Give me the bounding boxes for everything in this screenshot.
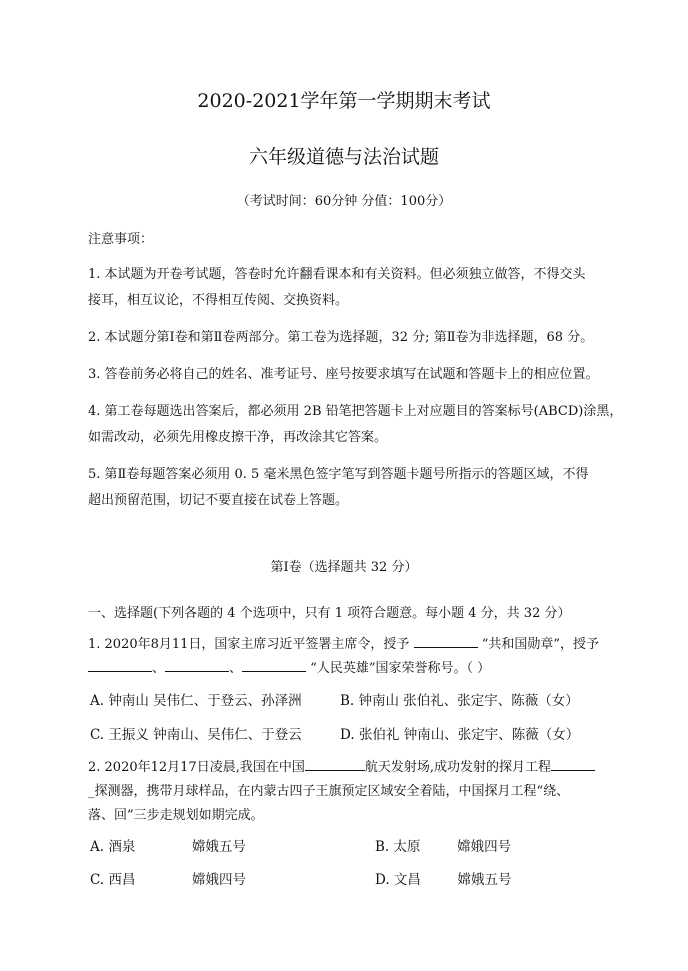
q2-option-a-label: A. 酒泉 [90, 839, 136, 855]
note-1-line-1: 1. 本试题为开卷考试题，答卷时允许翻看课本和有关资料。但必须独立做答，不得交头 [88, 267, 586, 282]
q2-option-d-text: 嫦娥五号 [457, 872, 512, 888]
q1-option-b-text: 钟南山 张伯礼、张定宇、陈薇（女） [358, 693, 579, 709]
q1-text-a: 1. 2020年8月11日，国家主席习近平签署主席令，授予 [88, 637, 410, 652]
section-1-heading: 第Ⅰ卷（选择题共 32 分） [270, 560, 418, 575]
q1-option-b [340, 689, 579, 709]
note-1-line-2: 接耳，相互议论，不得相互传阅、交换资料。 [88, 293, 349, 308]
notes-heading: 注意事项： [88, 232, 154, 247]
q1-blank-1 [414, 635, 478, 648]
q1-option-d-label: D. [340, 727, 355, 743]
q1-blank-2 [88, 659, 152, 672]
q2-text-a: 2. 2020年12月17日凌晨,我国在中国 [88, 760, 305, 775]
q1-option-a [90, 689, 302, 709]
note-2: 2. 本试题分第Ⅰ卷和第Ⅱ卷两部分。第工卷为选择题，32 分; 第Ⅱ卷为非选择题，68 分。 [88, 330, 594, 345]
q1-blank-3 [165, 659, 229, 672]
q2-option-d-label: D. 文昌 [375, 872, 421, 888]
q1-line-1 [88, 633, 599, 652]
exam-subtitle: 六年级道德与法治试题 [248, 146, 439, 168]
q1-option-a-text: 钟南山 吴伟仁、于登云、孙泽洲 [108, 693, 302, 709]
q2-option-b [375, 835, 511, 855]
q2-line-1 [88, 756, 595, 775]
exam-info: （考试时间：60分钟 分值：100分） [236, 194, 452, 209]
q1-option-c-text: 王振义 钟南山、吴伟仁、于登云 [108, 727, 302, 743]
q2-option-a [90, 835, 246, 855]
q2-option-b-text: 嫦娥四号 [457, 839, 512, 855]
q1-option-d [340, 723, 579, 743]
q1-option-c [90, 723, 302, 743]
q1-text-b: “共和国勋章”，授予 [481, 637, 600, 652]
q1-option-d-text: 张伯礼 钟南山、张定宇、陈薇（女） [358, 727, 580, 743]
q2-option-d [375, 868, 512, 888]
q1-sep-2: 、 [229, 661, 243, 676]
q1-option-c-label: C. [90, 727, 105, 743]
q2-line-3: 落、回”三步走规划如期完成。 [88, 808, 264, 823]
q1-blank-4 [242, 659, 306, 672]
note-4-line-2: 如需改动，必须先用橡皮擦干净，再改涂其它答案。 [88, 430, 388, 445]
note-4-line-1: 4. 第工卷每题选出答案后，都必须用 2B 铅笔把答题卡上对应题目的答案标号(ABCD)涂黑， [88, 404, 623, 419]
q2-blank-1 [305, 758, 365, 771]
q2-option-b-label: B. 太原 [375, 839, 421, 855]
q2-option-a-text: 嫦娥五号 [191, 839, 246, 855]
q1-option-a-label: A. [90, 693, 105, 709]
q2-option-c-label: C. 西昌 [90, 872, 136, 888]
note-5-line-1: 5. 第Ⅱ卷每题答案必须用 0. 5 毫米黑色签字笔写到答题卡题号所指示的答题区域，不得 [88, 467, 589, 482]
q1-text-c: “人民英雄”国家荣誉称号。（ ） [310, 661, 491, 676]
q1-line-2 [88, 657, 490, 676]
q2-text-b: 航天发射场,成功发射的探月工程 [364, 760, 551, 775]
note-5-line-2: 超出预留范围，切记不要直接在试卷上答题。 [88, 493, 349, 508]
q2-line-2: _探测器，携带月球样品，在内蒙古四子王旗预定区域安全着陆，中国探月工程“绕、 [88, 784, 570, 799]
note-3: 3. 答卷前务必将自己的姓名、准考证号、座号按要求填写在试题和答题卡上的相应位置。 [88, 367, 599, 382]
q2-blank-2 [551, 758, 595, 771]
q1-sep-1: 、 [152, 661, 166, 676]
exam-title: 2020-2021学年第一学期期末考试 [197, 90, 491, 112]
q2-option-c-text: 嫦娥四号 [192, 872, 247, 888]
q2-option-c [90, 868, 246, 888]
q1-option-b-label: B. [340, 693, 355, 709]
section-1-instructions: 一、选择题(下列各题的 4 个选项中，只有 1 项符合题意。每小题 4 分，共 32 分） [88, 606, 571, 621]
